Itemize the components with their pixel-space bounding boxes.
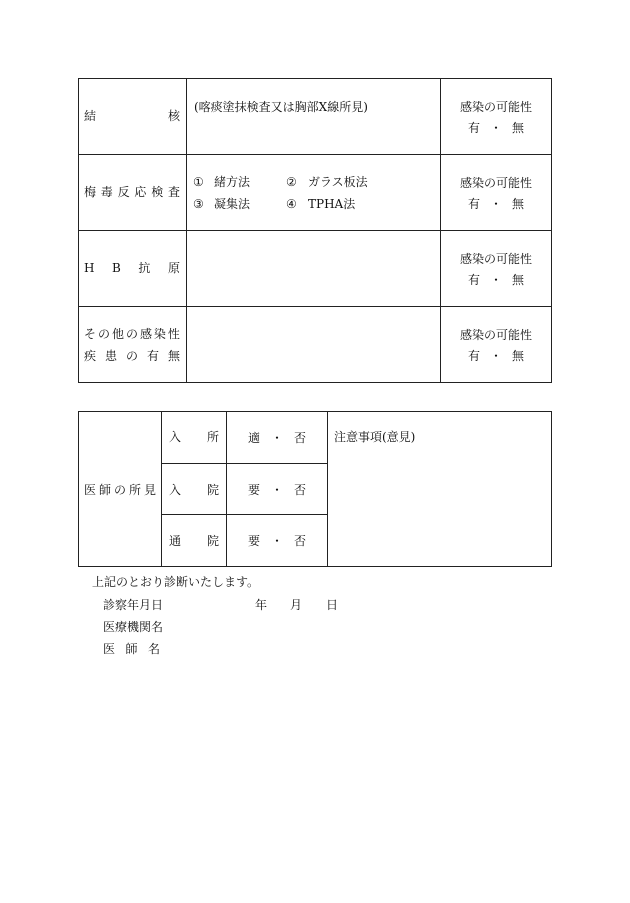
table2-border-top	[78, 411, 552, 412]
exam-date-label: 診察年月日	[103, 598, 164, 612]
exam-date-month: 月	[290, 598, 303, 612]
row-syphilis-label: 梅 毒 反 応 検 査	[84, 185, 180, 199]
outpatient-choice: 要 ・ 否	[248, 534, 306, 548]
exam-date-year: 年	[255, 598, 268, 612]
row-tuberculosis-label: 結 核	[84, 109, 180, 123]
hospitalization-choice: 要 ・ 否	[248, 483, 306, 497]
exam-date-day: 日	[326, 598, 339, 612]
table1-border-right	[551, 78, 552, 383]
outpatient-label: 通 院	[169, 534, 219, 548]
row-other-disease-label-line2: 疾 患 の 有 無	[84, 349, 180, 363]
institution-label: 医療機関名	[103, 620, 164, 634]
table2-col-divider-3	[327, 411, 328, 567]
table2-border-bottom	[78, 566, 552, 567]
table1-divider-2	[78, 230, 552, 231]
table2-border-right	[551, 411, 552, 567]
possibility-choice-3: 有 ・ 無	[468, 273, 524, 287]
table2-border-left	[78, 411, 79, 567]
notes-label: 注意事項(意見)	[334, 430, 416, 444]
table2-col-divider-2	[226, 411, 227, 567]
table1-col-divider-1	[186, 78, 187, 383]
table1-divider-3	[78, 306, 552, 307]
table2-row-divider-1	[161, 463, 328, 464]
table1-divider-1	[78, 154, 552, 155]
table2-col-divider-1	[161, 411, 162, 567]
possibility-label-4: 感染の可能性	[459, 328, 532, 342]
doctor-name-label: 医 師 名	[103, 642, 160, 656]
doctor-findings-label: 医 師 の 所 見	[84, 483, 156, 497]
row-hb-antigen-label: H B 抗 原	[84, 261, 180, 275]
possibility-choice-2: 有 ・ 無	[468, 197, 524, 211]
diagnosis-statement: 上記のとおり診断いたします。	[92, 575, 260, 589]
possibility-label-3: 感染の可能性	[459, 252, 532, 266]
admission-facility-label: 入 所	[169, 430, 219, 444]
table1-border-bottom	[78, 382, 552, 383]
row-other-disease-label-line1: そ の 他 の 感 染 性	[84, 327, 180, 341]
table1-border-left	[78, 78, 79, 383]
admission-facility-choice: 適 ・ 否	[248, 431, 306, 445]
table1-border-top	[78, 78, 552, 79]
possibility-label-1: 感染の可能性	[459, 100, 532, 114]
possibility-label-2: 感染の可能性	[459, 176, 532, 190]
possibility-choice-4: 有 ・ 無	[468, 349, 524, 363]
hospitalization-label: 入 院	[169, 483, 219, 497]
tuberculosis-test-note: (喀痰塗抹検査又は胸部X線所見)	[194, 100, 368, 114]
possibility-choice-1: 有 ・ 無	[468, 121, 524, 135]
table2-row-divider-2	[161, 514, 328, 515]
